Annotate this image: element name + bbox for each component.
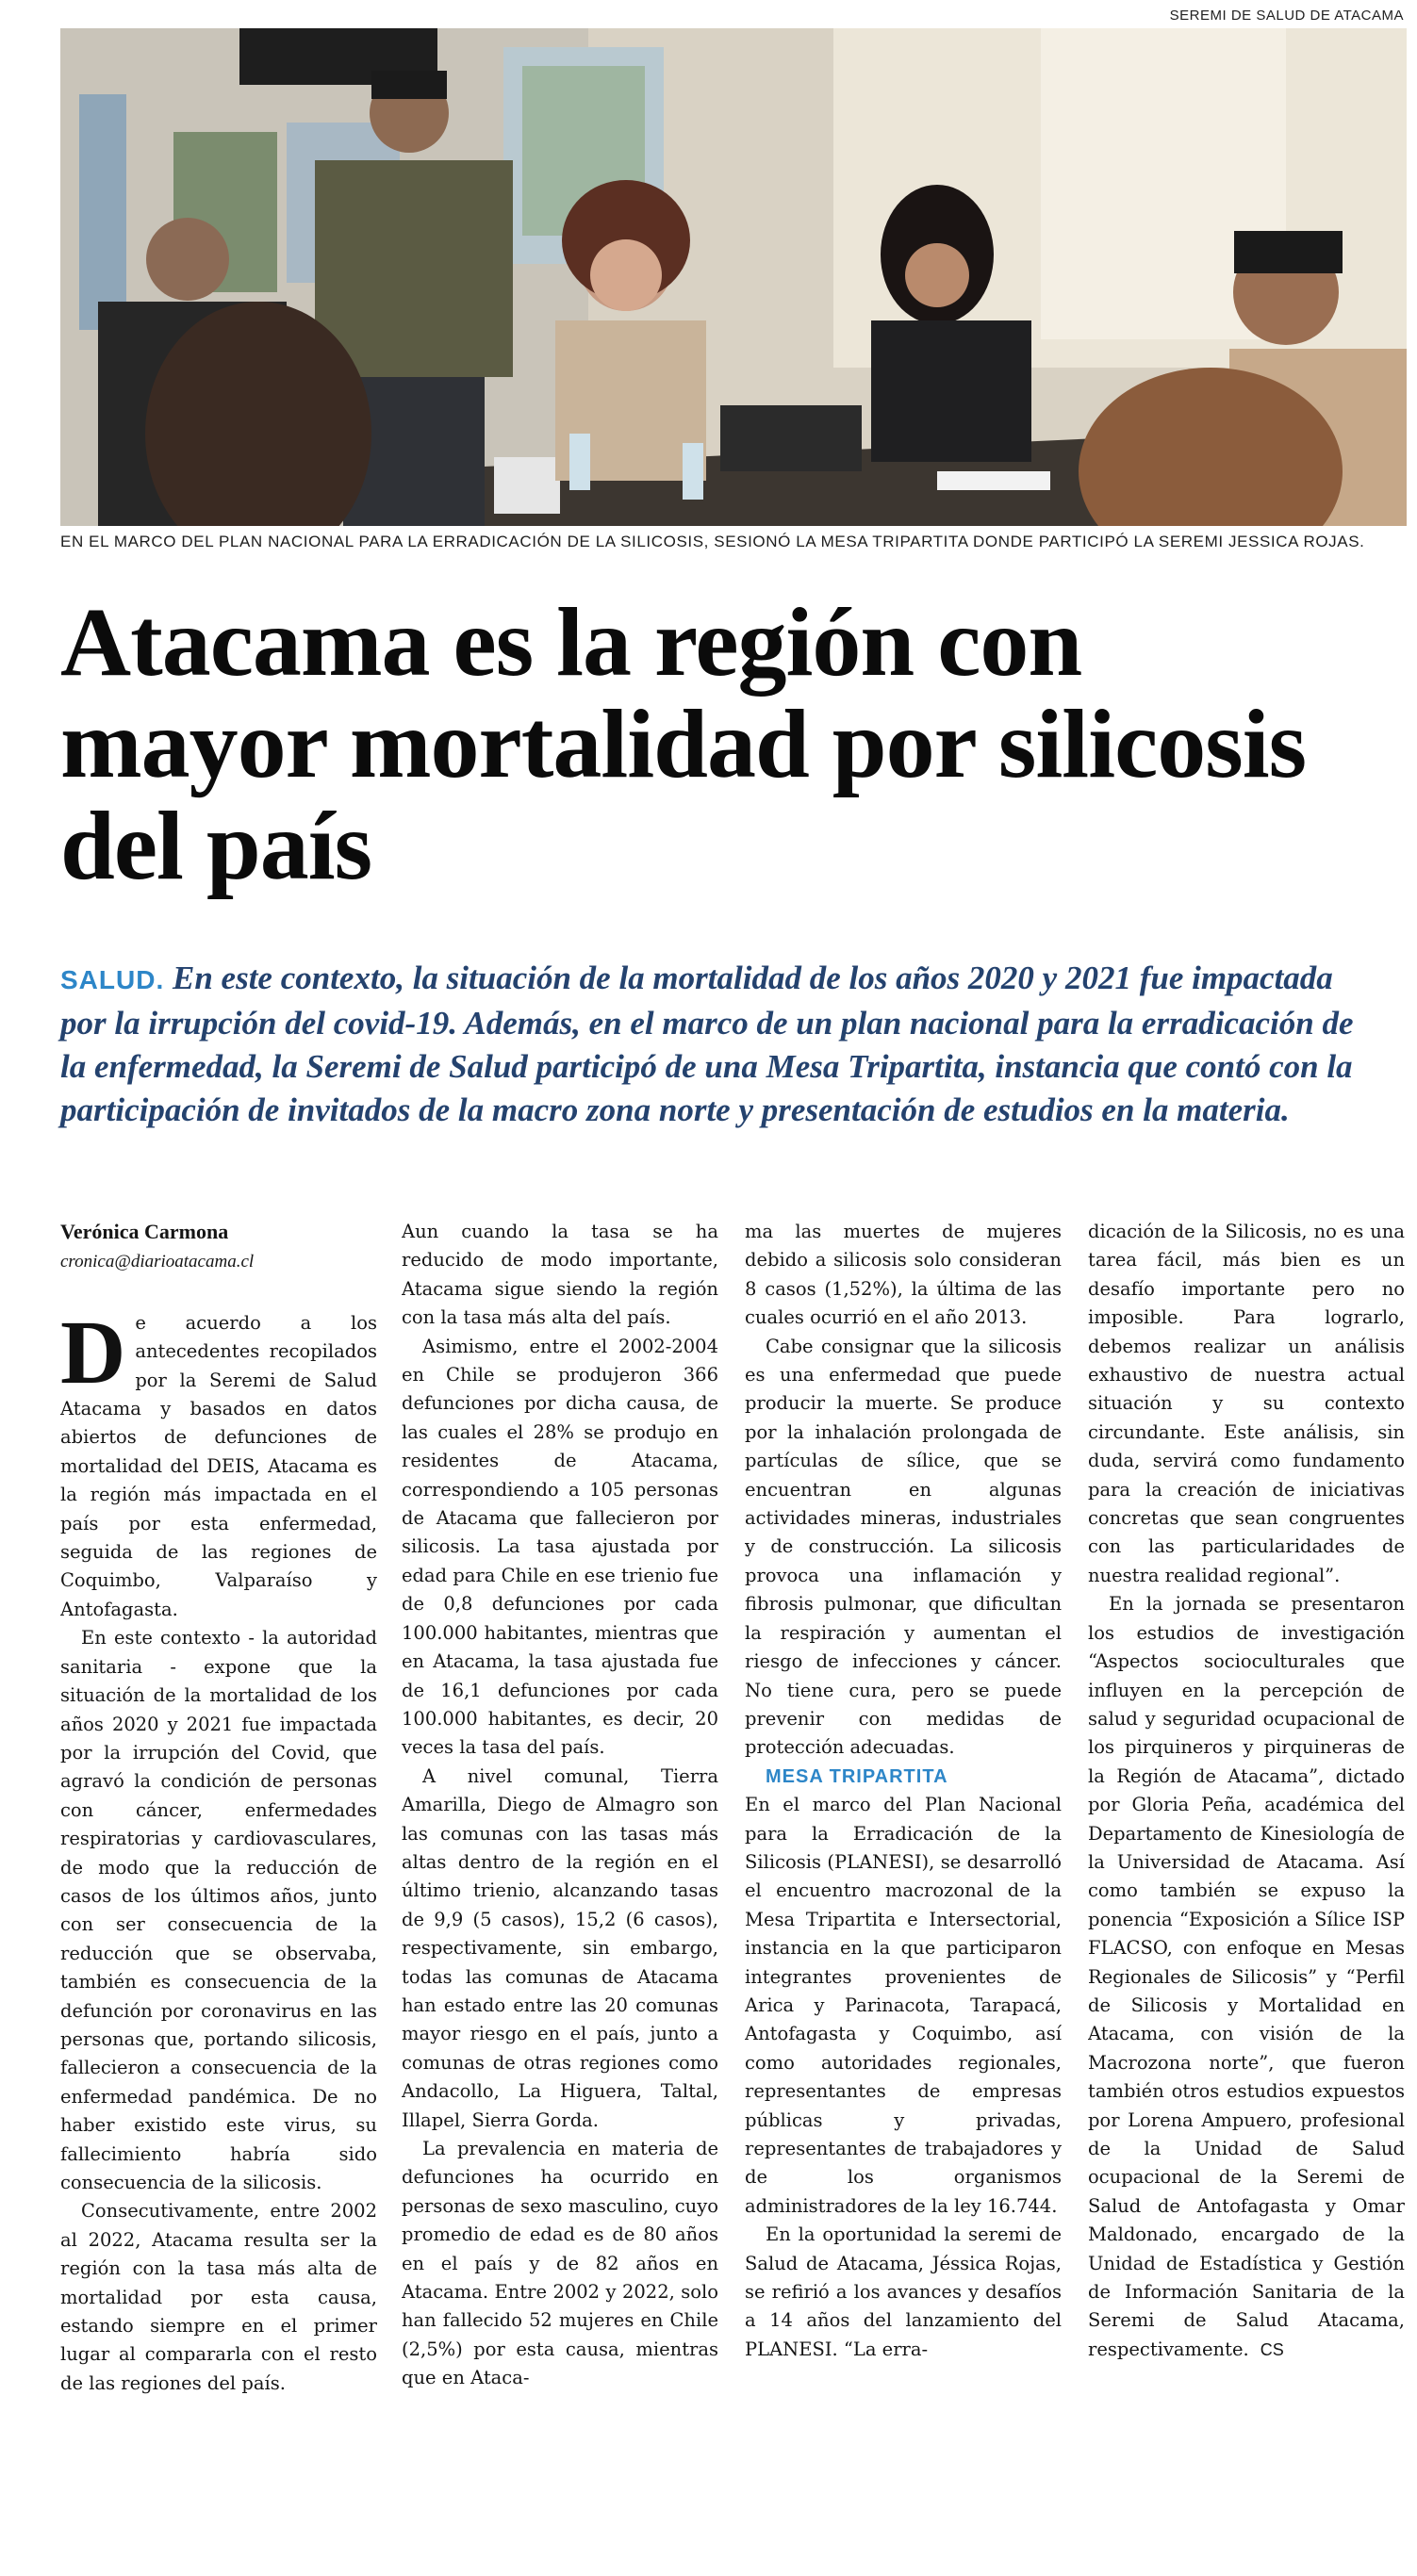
column-1 bbox=[60, 1218, 377, 2556]
column-4 bbox=[1088, 1218, 1405, 2556]
meeting-photo-illustration bbox=[60, 28, 1407, 526]
column-3 bbox=[745, 1218, 1062, 2556]
paragraph: En la jornada se presentaron los estudios de investigación “Aspectos socioculturales que influyen en la percepción de salud y seguridad ocupacional de los pirquineros y pirquineras de la Región de Atacama”, dictado por Gloria Peña, académica del Departamento de Kinesiología de la Universidad de Atacama. Así como también se expuso la ponencia “Exposición a Sílice ISP FLACSO, con enfoque en Mesas Regionales de Silicosis” y “Perfil de Silicosis y Mortalidad en Atacama, con visión de la Macrozona norte”, que fueron también otros estudios expuestos por Lorena Ampuero, profesional de la Unidad de Salud ocupacional de la Seremi de Salud de Antofagasta y Omar Maldonado, encargado de la Unidad de Estadística y Gestión de Información Sanitaria de la Seremi de Salud Atacama, respectivamente. CS bbox=[1088, 1593, 1405, 2360]
paragraph: La prevalencia en materia de defunciones ha ocurrido en personas de sexo masculino, cuyo promedio de edad es de 80 años en el país y de 82 años en Atacama. Entre 2002 y 2022, solo han fallecido 52 mujeres en Chile (2,5%) por esta causa, mientras que en Ataca- bbox=[402, 2138, 718, 2389]
article-photo bbox=[60, 28, 1407, 526]
subheading: MESA TRIPARTITA bbox=[766, 1765, 948, 1787]
end-mark: CS bbox=[1260, 2339, 1284, 2359]
paragraph: ma las muertes de mujeres debido a silicosis solo consideran 8 casos (1,52%), la última de las cuales ocurrió en el año 2013. bbox=[745, 1221, 1062, 1329]
photo-caption: EN EL MARCO DEL PLAN NACIONAL PARA LA ERRADICACIÓN DE LA SILICOSIS, SESIONÓ LA MESA TRIPARTITA DONDE PARTICIPÓ LA SEREMI JESSICA ROJAS. bbox=[60, 533, 1365, 550]
paragraph: dicación de la Silicosis, no es una tarea fácil, más bien es un desafío importante pero no imposible. Para lograrlo, debemos realizar un análisis exhaustivo de nuestra actual situación y su contexto circundante. Este análisis, sin duda, servirá como fundamento para la creación de iniciativas concretas que sean congruentes con las particularidades de nuestra realidad regional”. bbox=[1088, 1221, 1405, 1586]
paragraph: De acuerdo a los antecedentes recopilados por la Seremi de Salud Atacama y basados en datos abiertos de defunciones de mortalidad del DEIS, Atacama es la región más impactada en el país por esta enfermedad, seguida de las regiones de Coquimbo, Valparaíso y Antofagasta. bbox=[60, 1301, 377, 1620]
drop-cap: D bbox=[60, 1301, 126, 1403]
paragraph: En el marco del Plan Nacional para la Erradicación de la Silicosis (PLANESI), se desarrolló el encuentro macrozonal de la Mesa Tripartita e Intersectorial, instancia en la que participaron integrantes provenientes de Arica y Parinacota, Tarapacá, Antofagasta y Coquimbo, así como autoridades regionales, representantes de empresas públicas y privadas, representantes de trabajadores y de los organismos administradores de la ley 16.744. bbox=[745, 1794, 1062, 2217]
lead-paragraph bbox=[60, 957, 1380, 1132]
author-email: cronica@diarioatacama.cl bbox=[60, 1252, 255, 1272]
lead-text: En este contexto, la situación de la mortalidad de los años 2020 y 2021 fue impactada por la irrupción del covid-19. Además, en el marco de un plan nacional para la erradicación de la enfermedad, la Seremi de Salud participó de una Mesa Tripartita, instancia que contó con la participación de invitados de la macro zona norte y presentación de estudios en la materia. bbox=[60, 960, 1354, 1128]
article-body bbox=[60, 1218, 1409, 2556]
section-label: SALUD. bbox=[60, 965, 165, 994]
paragraph: En este contexto - la autoridad sanitaria - expone que la situación de la mortalidad de los años 2020 y 2021 fue impactada por la irrupción del Covid, que agravó la condición de personas con cáncer, enfermedades respiratorias y cardiovasculares, de modo que la reducción de casos de los últimos años, junto con ser consecuencia de la reducción que se observaba, también es consecuencia de la defunción por coronavirus en las personas que, portando silicosis, fallecieron a consecuencia de la enfermedad pandémica. De no haber existido este virus, su fallecimiento habría sido consecuencia de la silicosis. bbox=[60, 1627, 377, 2193]
author-name: Verónica Carmona bbox=[60, 1220, 229, 1243]
paragraph: En la oportunidad la seremi de Salud de Atacama, Jéssica Rojas, se refirió a los avances y desafíos a 14 años del lanzamiento del PLANESI. “La erra- bbox=[745, 2223, 1062, 2360]
paragraph: A nivel comunal, Tierra Amarilla, Diego de Almagro son las comunas con las tasas más altas dentro de la región en el último trienio, alcanzando tasas de 9,9 (5 casos), 15,2 (6 casos), respectivamente, sin embargo, todas las comunas de Atacama han estado entre las 20 comunas mayor riesgo en el país, junto a comunas de otras regiones como Andacollo, La Higuera, Taltal, Illapel, Sierra Gorda. bbox=[402, 1764, 718, 2131]
paragraph: Asimismo, entre el 2002-2004 en Chile se produjeron 366 defunciones por dicha causa, de las cuales el 28% se produjo en residentes de Atacama, correspondiendo a 105 personas de Atacama que fallecieron por silicosis. La tasa ajustada por edad para Chile en ese trienio fue de 0,8 defunciones por cada 100.000 habitantes, mientras que en Atacama, la tasa ajustada fue de 16,1 defunciones por cada 100.000 habitantes, es decir, 20 veces la tasa del país. bbox=[402, 1335, 718, 1759]
paragraph: Cabe consignar que la silicosis es una enfermedad que puede producir la muerte. Se produce por la inhalación prolongada de partículas de sílice, que se encuentran en algunas actividades mineras, industriales y de construcción. La silicosis provoca una inflamación y fibrosis pulmonar, que dificultan la respiración y aumentan el riesgo de infecciones y cáncer. No tiene cura, pero se puede prevenir con medidas de protección adecuadas. bbox=[745, 1335, 1062, 1759]
photo-credit: SEREMI DE SALUD DE ATACAMA bbox=[1169, 8, 1404, 24]
paragraph: Consecutivamente, entre 2002 al 2022, Atacama resulta ser la región con la tasa más alta de mortalidad por esta causa, estando siempre en el primer lugar al compararla con el resto de las regiones del país. bbox=[60, 2200, 377, 2394]
paragraph: Aun cuando la tasa se ha reducido de modo importante, Atacama sigue siendo la región con la tasa más alta del país. bbox=[402, 1221, 718, 1329]
column-2 bbox=[402, 1218, 718, 2556]
headline: Atacama es la región con mayor mortalidad por silicosis del país bbox=[60, 588, 1307, 900]
